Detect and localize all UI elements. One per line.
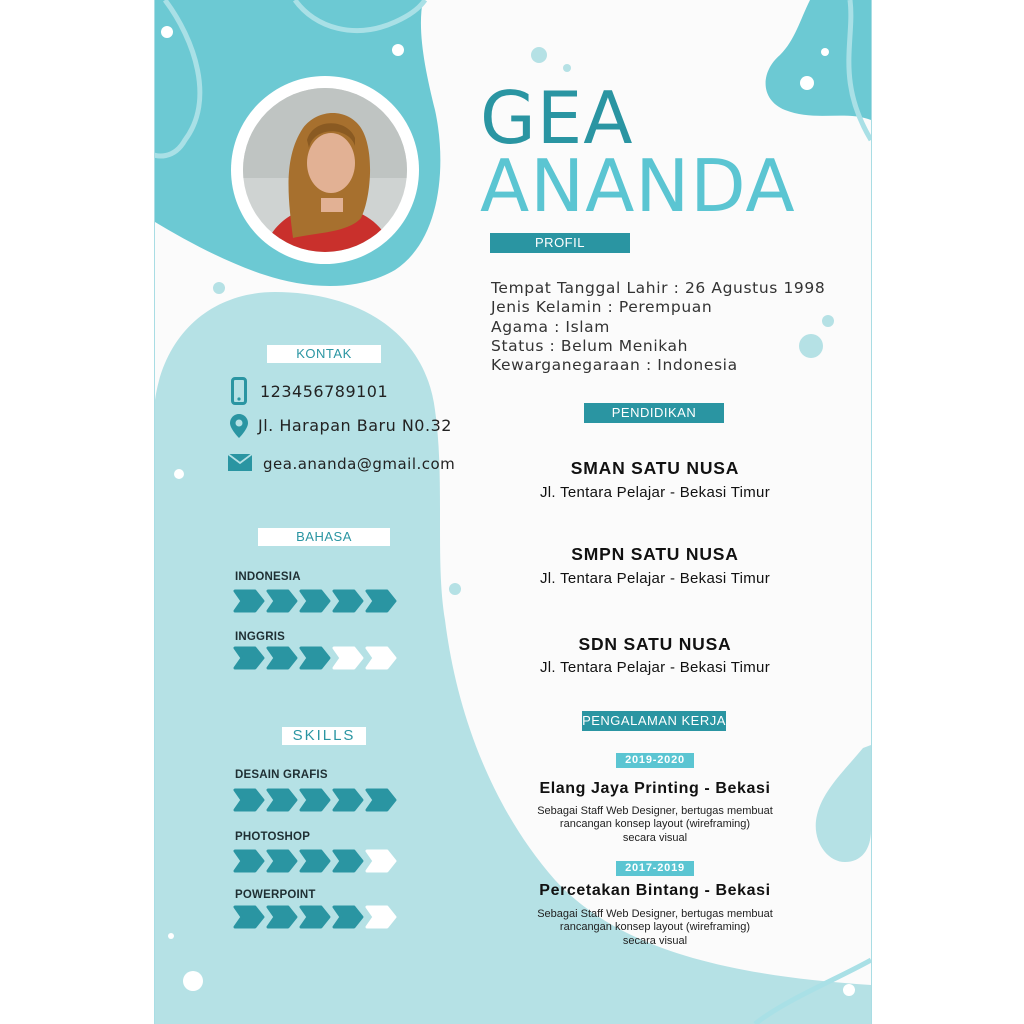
droplet: [816, 745, 871, 862]
rating-chevron-filled: [268, 790, 296, 810]
school-address: Jl. Tentara Pelajar - Bekasi Timur: [539, 659, 770, 676]
rating-chevron-filled: [334, 907, 362, 927]
rating-chevron-filled: [367, 591, 395, 611]
skill-label: POWERPOINT: [235, 889, 316, 901]
skill-label: PHOTOSHOP: [235, 831, 311, 843]
language-rating: [233, 589, 398, 613]
rating-chevron-filled: [268, 907, 296, 927]
language-label: INDONESIA: [235, 571, 301, 583]
bubble: [213, 282, 225, 294]
language-label: INGGRIS: [235, 631, 285, 643]
school-name: SMAN SATU NUSA: [570, 458, 740, 478]
school-address: Jl. Tentara Pelajar - Bekasi Timur: [539, 484, 770, 501]
rating-chevron-filled: [235, 591, 263, 611]
profile-photo-frame: [231, 76, 419, 264]
job-years: 2019-2020: [616, 753, 694, 768]
address: Jl. Harapan Baru N0.32: [258, 416, 452, 435]
rating-chevron-filled: [301, 907, 329, 927]
candidate-name: [480, 76, 796, 228]
rating-chevron-filled: [235, 790, 263, 810]
bubble: [800, 76, 814, 90]
rating-chevron-filled: [268, 648, 296, 668]
job-years: 2017-2019: [616, 861, 694, 876]
job-desc-line: secara visual: [622, 831, 688, 844]
rating-chevron-empty: [367, 907, 395, 927]
rating-chevron-filled: [268, 851, 296, 871]
email: gea.ananda@gmail.com: [263, 455, 456, 473]
rating-chevron-filled: [367, 790, 395, 810]
rating-chevron-empty: [334, 648, 362, 668]
rating-chevron-filled: [301, 648, 329, 668]
skill-label: DESAIN GRAFIS: [235, 769, 328, 781]
bubble: [531, 47, 547, 63]
first-name: GEA: [480, 76, 634, 160]
skill-rating: [233, 788, 398, 812]
school-name: SMPN SATU NUSA: [571, 544, 739, 564]
profil-heading: PROFIL: [490, 233, 630, 253]
pengalaman-heading: PENGALAMAN KERJA: [582, 711, 726, 731]
job-description: [515, 805, 795, 845]
rating-chevron-filled: [235, 851, 263, 871]
rating-chevron-empty: [367, 851, 395, 871]
profile-list: [491, 279, 825, 375]
location-pin-icon: [230, 414, 248, 443]
profile-line: Status : Belum Menikah: [491, 336, 689, 355]
rating-chevron-empty: [367, 648, 395, 668]
school-name: SDN SATU NUSA: [578, 634, 732, 654]
mail-icon: [228, 454, 252, 476]
bubble: [843, 984, 855, 996]
rating-chevron-filled: [334, 591, 362, 611]
profile-line: Agama : Islam: [491, 317, 610, 336]
last-name: ANANDA: [480, 144, 796, 228]
profile-line: Tempat Tanggal Lahir : 26 Agustus 1998: [491, 279, 826, 297]
bubble: [563, 64, 571, 72]
rating-chevron-filled: [235, 648, 263, 668]
rating-chevron-filled: [301, 591, 329, 611]
rating-chevron-filled: [301, 790, 329, 810]
profile-line: Jenis Kelamin : Perempuan: [491, 298, 713, 317]
job-desc-line: secara visual: [622, 934, 688, 947]
rating-chevron-filled: [301, 851, 329, 871]
bubble: [449, 583, 461, 595]
resume-page: [154, 0, 872, 1024]
bubble: [392, 44, 404, 56]
bubble: [183, 971, 203, 991]
job-description: [515, 908, 795, 948]
phone-number: 123456789101: [260, 382, 389, 401]
profile-photo: [243, 88, 407, 252]
rating-chevron-filled: [235, 907, 263, 927]
job-desc-line: rancangan konsep layout (wireframing): [559, 921, 751, 934]
language-rating: [233, 646, 398, 670]
bahasa-heading: BAHASA: [258, 528, 390, 546]
rating-chevron-filled: [334, 790, 362, 810]
profile-line: Kewarganegaraan : Indonesia: [491, 356, 738, 375]
rating-chevron-filled: [334, 851, 362, 871]
skills-heading: SKILLS: [282, 727, 366, 745]
phone-icon: [231, 377, 247, 410]
rating-chevron-filled: [268, 591, 296, 611]
job-title: Percetakan Bintang - Bekasi: [539, 882, 771, 899]
pendidikan-heading: PENDIDIKAN: [584, 403, 724, 423]
kontak-heading: KONTAK: [267, 345, 381, 363]
bubble: [821, 48, 829, 56]
job-desc-line: rancangan konsep layout (wireframing): [559, 818, 751, 831]
job-desc-line: Sebagai Staff Web Designer, bertugas membuat: [537, 805, 773, 817]
job-title: Elang Jaya Printing - Bekasi: [539, 780, 771, 797]
bubble: [161, 26, 173, 38]
school-address: Jl. Tentara Pelajar - Bekasi Timur: [539, 570, 770, 587]
job-desc-line: Sebagai Staff Web Designer, bertugas membuat: [537, 908, 773, 920]
skill-rating: [233, 849, 398, 873]
bubble: [168, 933, 174, 939]
skill-rating: [233, 905, 398, 929]
bubble: [174, 469, 184, 479]
